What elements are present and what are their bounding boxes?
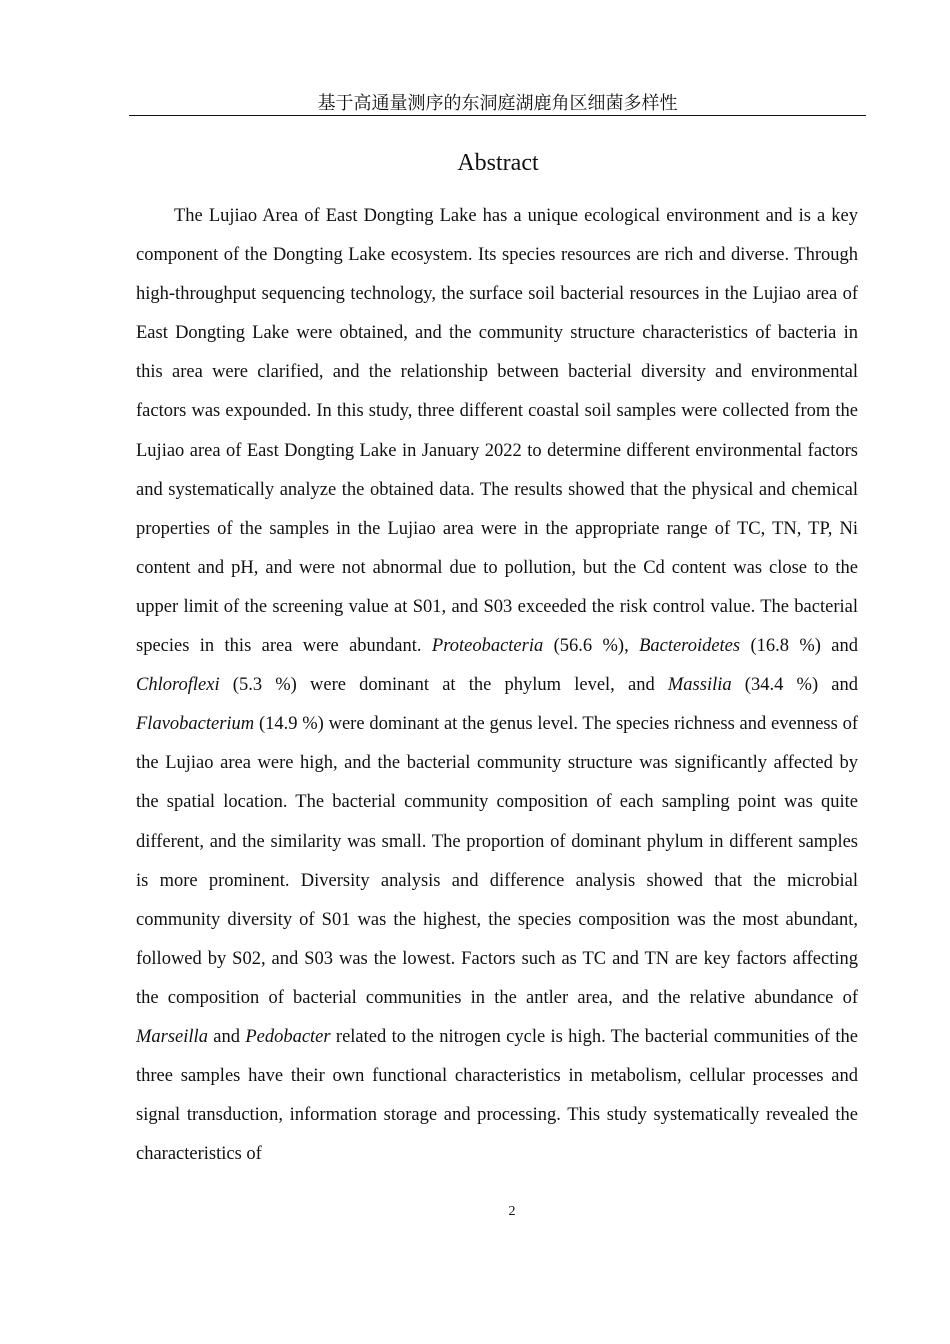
section-title: Abstract bbox=[457, 150, 539, 176]
abstract-text: (56.6 %), bbox=[543, 636, 640, 657]
abstract-text: (34.4 %) and bbox=[731, 675, 858, 696]
taxon-name: Pedobacter bbox=[245, 1026, 331, 1047]
abstract-text: (14.9 %) were dominant at the genus level. The species richness and evenness of the Lujiao area were high, and the bacterial community structure was significantly affected by the spatial location. The bacterial community composition of each sampling point was quite different, and the similarity was small. The proportion of dominant phylum in different samples is more prominent. Diversity analysis and difference analysis showed that the microbial community diversity of S01 was the highest, the species composition was the most abundant, followed by S02, and S03 was the lowest. Factors such as TC and TN are key factors affecting the composition of bacterial communities in the antler area, and the relative abundance of bbox=[136, 714, 858, 1008]
taxon-name: Massilia bbox=[667, 675, 732, 696]
page-number: 2 bbox=[508, 1204, 516, 1219]
running-header: 基于高通量测序的东洞庭湖鹿角区细菌多样性 bbox=[317, 93, 678, 114]
taxon-name: Marseilla bbox=[136, 1026, 208, 1047]
taxon-name: Proteobacteria bbox=[431, 636, 544, 657]
taxon-name: Bacteroidetes bbox=[639, 636, 741, 657]
abstract-text: (5.3 %) were dominant at the phylum level, and bbox=[219, 675, 668, 696]
abstract-text: (16.8 %) and bbox=[740, 636, 859, 657]
taxon-name: Flavobacterium bbox=[136, 714, 255, 735]
abstract-text: and bbox=[207, 1026, 246, 1047]
abstract-text: The Lujiao Area of East Dongting Lake has a unique ecological environment and is a key component of the Dongting Lake ecosystem. Its species resources are rich and diverse. Through high-throughput sequencing technology, the surface soil bacterial resources in the Lujiao area of East Dongting Lake were obtained, and the community structure characteristics of bacteria in this area were clarified, and the relationship between bacterial diversity and environmental factors was expounded. In this study, three different coastal soil samples were collected from the Lujiao area of East Dongting Lake in January 2022 to determine different environmental factors and systematically analyze the obtained data. The results showed that the physical and chemical properties of the samples in the Lujiao area were in the appropriate range of TC, TN, TP, Ni content and pH, and were not abnormal due to pollution, but the Cd content was close to the upper limit of the screening value at S01, and S03 exceeded the risk control value. The bacterial species in this area were abundant. bbox=[136, 206, 858, 657]
taxon-name: Chloroflexi bbox=[136, 675, 220, 696]
header-divider bbox=[129, 115, 866, 116]
abstract-text: related to the nitrogen cycle is high. The bacterial communities of the three samples have their own functional characteristics in metabolism, cellular processes and signal transduction, information storage and processing. This study systematically revealed the characteristics of bbox=[136, 1026, 858, 1165]
abstract-paragraph bbox=[136, 197, 858, 1174]
